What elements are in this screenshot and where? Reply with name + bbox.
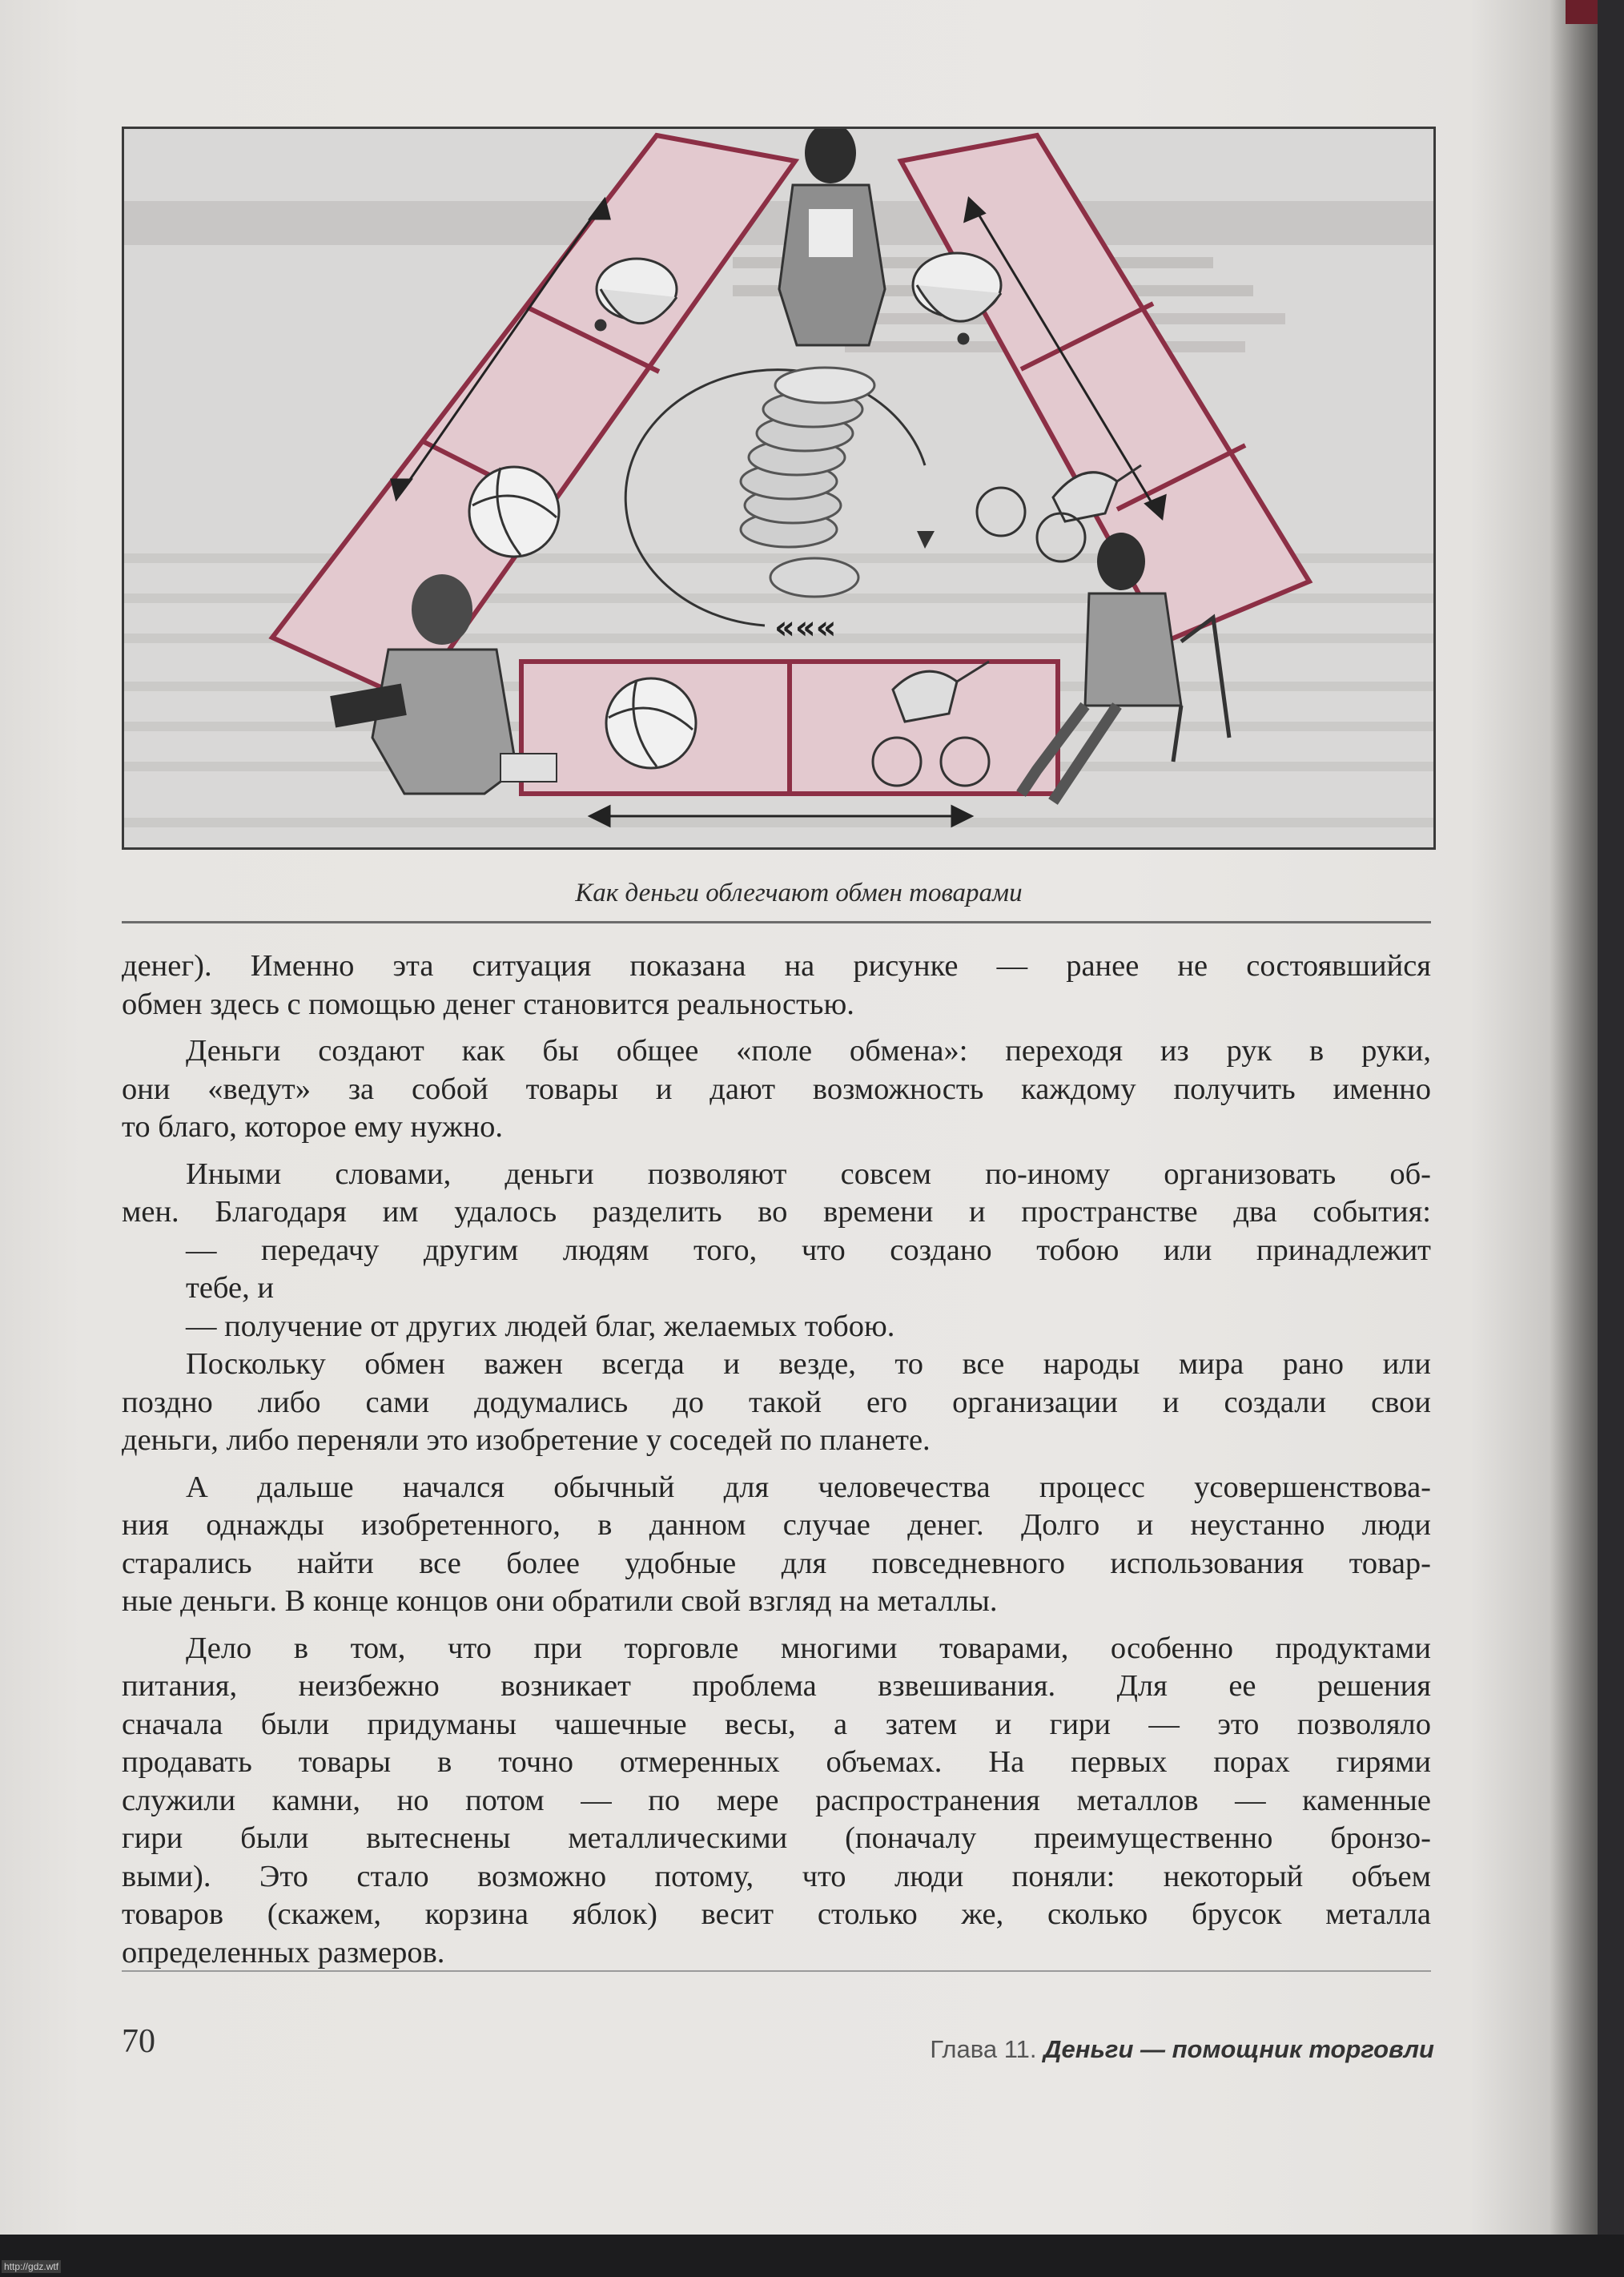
pot-icon [913,253,1001,344]
chapter-title: Деньги — помощник торговли [1043,2035,1434,2063]
text-line: товаров (скажем, корзина яблок) весит столько же, сколько брусок металла [122,1897,1431,1931]
text-line: старались найти все более удобные для повседневного использования товар- [122,1546,1431,1580]
text-line: ные деньги. В конце концов они обратили свой взгляд на металлы. [122,1584,998,1618]
text-line: гири были вытеснены металлическими (поначалу преимущественно бронзо- [122,1821,1431,1855]
source-watermark: http://gdz.wtf [2,2260,61,2273]
text-line: Деньги создают как бы общее «поле обмена»: переходя из рук в руки, [186,1034,1431,1068]
caption-divider [122,921,1431,923]
figure-caption: Как деньги облегчают обмен товарами [575,879,1023,907]
text-line: — передачу другим людям того, что создано тобою или принадлежит [186,1233,1431,1267]
text-line: денег). Именно эта ситуация показана на рисунке — ранее не состоявшийся [122,949,1431,983]
text-line: Поскольку обмен важен всегда и везде, то все народы мира рано или [186,1347,1431,1381]
scan-background [0,2235,1624,2277]
text-line: обмен здесь с помощью денег становится реальностью. [122,987,854,1021]
page-edge-shadow [1550,0,1598,2235]
chapter-prefix: Глава 11. [930,2035,1037,2063]
basketball-icon [606,678,696,768]
text-line: сначала были придуманы чашечные весы, а затем и гири — это позволяло [122,1707,1431,1741]
text-line: то благо, которое ему нужно. [122,1110,503,1144]
text-line: Дело в том, что при торговле многими товарами, особенно продуктами [186,1631,1431,1665]
text-line: А дальше начался обычный для человечества процесс усовершенствова- [186,1470,1431,1504]
exchange-illustration [122,127,1436,850]
body-text [122,947,1431,1972]
footer-divider [122,1970,1431,1972]
text-line: служили камни, но потом — по мере распространения металлов — каменные [122,1783,1431,1817]
exchange-diagram [124,129,1433,847]
flow-arrow-glyph: ««« [774,609,837,646]
text-line: деньги, либо переняли это изобретение у соседей по планете. [122,1423,931,1457]
text-line: они «ведут» за собой товары и дают возможность каждому получить именно [122,1072,1431,1106]
text-line: выми). Это стало возможно потому, что люди поняли: некоторый объем [122,1859,1431,1893]
text-line: — получение от других людей благ, желаемых тобою. [186,1309,895,1343]
text-line: ния однажды изобретенного, в данном случае денег. Долго и неустанно люди [122,1508,1431,1542]
text-line: питания, неизбежно возникает проблема взвешивания. Для ее решения [122,1669,1431,1703]
basketball-icon [469,467,559,557]
corner-mark [1566,0,1598,24]
text-line: определенных размеров. [122,1935,445,1969]
text-line: тебе, и [186,1271,274,1305]
text-line: поздно либо сами додумались до такой его организации и создали свои [122,1385,1431,1419]
chapter-running-head [930,2035,1434,2064]
text-line: продавать товары в точно отмеренных объемах. На первых порах гирями [122,1745,1431,1779]
text-line: Иными словами, деньги позволяют совсем по-иному организовать об- [186,1157,1431,1191]
text-line: мен. Благодаря им удалось разделить во времени и пространстве два события: [122,1195,1431,1229]
page-number: 70 [122,2023,155,2060]
